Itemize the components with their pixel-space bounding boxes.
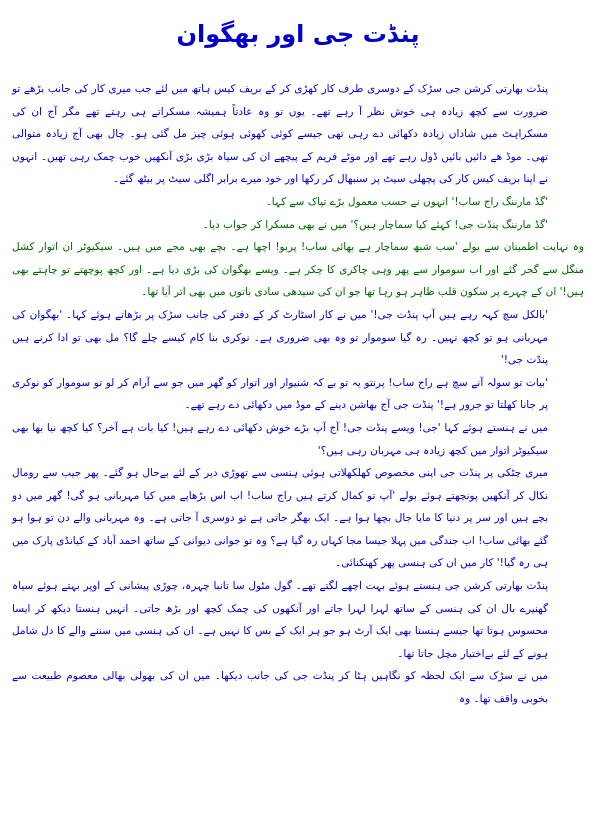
paragraph: میں نے ہنستے ہوئے کہا 'جی! ویسے پنڈت جی! آج آپ بڑے خوش دکھائی دے رہے ہیں! کیا بات ہے آخر؟ کیا کچھ نیا بھا بھی سیکیوٹر اتوار میں کچھ زیادہ ہی مہربان رہی ہیں؟' [12,421,548,457]
paragraph: پنڈت بھارتی کرشن جی ہنستے ہوئے بہت اچھے لگتے تھے۔ گول مٹول سا تانبا چہرہ، چوڑی پیشانی کے اوپر بہتے ہوئے سیاہ گھنیرے بال ان کی ہنسی کے ساتھ لہرا لہرا جاتے اور آنکھوں کی چمک کچھ اور بڑھ جاتی۔ انہیں ہنستا دیکھ کر ایسا محسوس ہوتا تھا جیسے ہنسنا بھی ایک آرٹ ہو جو ہر ایک کے بس کا نہیں ہے۔ ان کی ہنسی میں سننے والے کا دل شامل ہونے کے لئے بےاختیار مچل جاتا تھا۔ [12,580,548,660]
paragraph: میری چٹکی پر پنڈت جی اپنی مخصوص کھلکھلاتی ہوئی ہنسی سے تھوڑی دیر کے لئے بےحال ہو گئے۔ پھر جیب سے رومال نکال کر آنکھیں پونچھتے ہوئے بولے 'آپ تو کمال کرتے ہیں راج ساب! اب اس بڑھاپے میں کیا مہربانی ہو گی! گھر میں دو بچے ہیں اور سر پر دنیا کا مایا جال بچھا ہوا ہے۔ ایک بھگر جاتی ہے تو دوسری آ جاتی ہے۔ وہ مہربانی والے دن تو ہوا ہو گئے بھائی ساب! اب جندگی میں پہلا جیسا مجا کہاں رہ گیا ہے؟ وہ تو جوانی دیوانی کے ساتھ احمد آباد کے کیانڈی پارک میں ہی رہ گیا!' کار میں ان کی ہنسی پھر کھنکنائی۔ [12,467,548,570]
page-title: پنڈت جی اور بھگوان [176,20,420,48]
paragraph: 'بالکل سچ کہہ رہے ہیں آپ پنڈت جی!' میں نے کار اسٹارٹ کر کے دفتر کی جانب سڑک پر بڑھاتے ہوئے کہا۔ 'بھگوان کی مہربانی ہو تو کچھ نہیں۔ رہ گیا سوموار تو وہ بھی ضروری ہے۔ نوکری بنا کام کیسے چلے گا؟ مل بھی تو ادا کرنے ہیں پنڈت جی!' [12,308,548,367]
paragraph: 'گڈ مارننگ راج ساب!' انہوں نے حسب معمول بڑے تپاک سے کہا۔ [265,195,548,208]
paragraph: 'بیات تو سولہ آنے سچ ہے راج ساب! پرنتو یہ تو بے کہ شنیوار اور اتوار کو گھر میں جو سے آرام کر لو تو سوموار کو نوکری پر جانا کھلتا تو جرور ہے!' پنڈت جی آج بھاشن دینے کے موڈ میں دکھائی دے رہے تھے۔ [12,376,548,412]
paragraph: 'گڈ مارننگ پنڈت جی! کہئے کیا سماچار ہیں؟' میں نے بھی مسکرا کر جواب دیا۔ [202,218,548,231]
paragraph: میں نے سڑک سے ایک لحظہ کو نگاہیں ہٹا کر پنڈت جی کی جانب دیکھا۔ میں ان کی بھولی بھالی معصوم طبیعت سے بخوبی واقف تھا۔ وہ [12,670,548,706]
paragraph: پنڈت بھارتی کرشن جی سڑک کے دوسری طرف کار کھڑی کر کے بریف کیس ہاتھ میں لئے جب میری کار کی جانب بڑھے تو ضرورت سے کچھ زیادہ ہی خوش نظر آ رہے تھے۔ یوں تو وہ عادتاً ہمیشہ مسکراتے ہی رہتے تھے مگر آج ان کی مسکراہٹ میں شاداں زیادہ دکھائی دے رہی تھی جیسے کوئی کھوئی ہوئی چیز مل گئی ہو۔ چال بھی آج زیادہ متوالی تھی۔ موڈ ھے دائیں بائیں ڈول رہے تھے اور موٹے فریم کے پیچھے ان کی سیاہ بڑی بڑی آنکھیں خوب چمک رہی تھیں۔ انہوں نے اپنا بریف کیس کار کی پچھلی سیٹ پر سنبھال کر رکھا اور خود میرے برابر اگلی سیٹ پر بیٹھ گئے۔ [12,83,548,186]
article-body [12,78,584,711]
paragraph: وہ نہایت اطمینان سے بولے 'سب شبھ سماچار ہے بھائی ساب! پربو! اچھا ہے۔ بچے بھی مجے میں ہیں۔ سیکیوٹر ان اتوار کشل منگل سے گجر گئے اور اب سوموار سے پھر وہی چاکری کا چکر ہے۔ ویسے بھگوان کی بڑی دیا ہے۔ اور کچھ پوچھتے تو چاہتے بھی ہیں!' ان کے چہرے پر سکون قلب ظاہر ہو رہا تھا جو ان کی سیدھی سادی باتوں میں بھی اتر آیا تھا۔ [12,241,584,299]
